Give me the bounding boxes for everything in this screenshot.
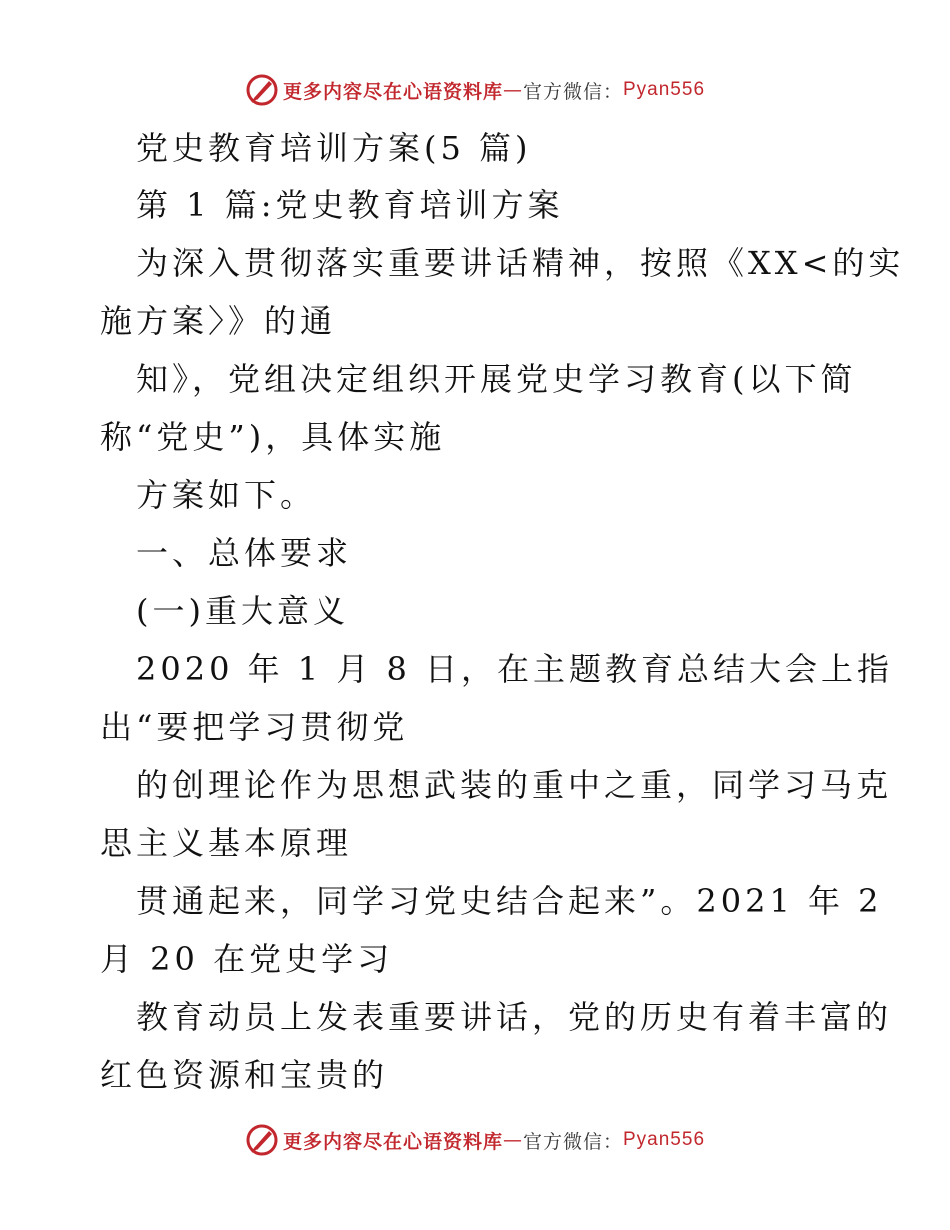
subsection-heading: 一、总体要求 xyxy=(136,534,353,572)
document-title: 党史教育培训方案(5 篇) xyxy=(136,129,532,167)
watermark-wechat-id: Pyan556 xyxy=(623,1129,706,1150)
watermark-wechat-id: Pyan556 xyxy=(623,79,706,100)
watermark-wechat-label: 官方微信： xyxy=(522,80,623,103)
paragraph-line: 教育动员上发表重要讲话，党的历史有着丰富的 xyxy=(136,998,893,1036)
paragraph-line: 月 20 在党史学习 xyxy=(100,940,394,978)
watermark-separator: — xyxy=(502,1129,523,1151)
section-heading: 第 1 篇:党史教育培训方案 xyxy=(136,186,564,224)
paragraph-line: 知》，党组决定组织开展党史学习教育(以下简 xyxy=(136,360,857,398)
footer-watermark xyxy=(0,1120,950,1160)
header-watermark xyxy=(0,70,950,110)
watermark-separator: — xyxy=(502,79,523,101)
paragraph-line: 出“要把学习贯彻党 xyxy=(100,708,409,746)
quill-pen-logo-icon xyxy=(245,1123,279,1157)
paragraph-line: 施方案〉》的通 xyxy=(100,302,337,340)
paragraph-line: 为深入贯彻落实重要讲话精神，按照《XX<的实 xyxy=(136,244,905,282)
watermark-wechat-label: 官方微信： xyxy=(522,1130,623,1153)
paragraph-line: 称“党史”)，具体实施 xyxy=(100,418,446,456)
paragraph-line: 的创理论作为思想武装的重中之重，同学习马克 xyxy=(136,766,893,804)
paragraph-line: 红色资源和宝贵的 xyxy=(100,1056,389,1094)
paragraph-line: 贯通起来，同学习党史结合起来”。2021 年 2 xyxy=(136,882,883,920)
subsection-heading: (一)重大意义 xyxy=(136,592,349,630)
quill-pen-logo-icon xyxy=(245,73,279,107)
paragraph-line: 2020 年 1 月 8 日，在主题教育总结大会上指 xyxy=(136,650,894,688)
paragraph-line: 思主义基本原理 xyxy=(100,824,353,862)
watermark-text: 更多内容尽在心语资料库 xyxy=(282,1130,503,1153)
watermark-text: 更多内容尽在心语资料库 xyxy=(282,80,503,103)
paragraph-line: 方案如下。 xyxy=(136,476,317,514)
